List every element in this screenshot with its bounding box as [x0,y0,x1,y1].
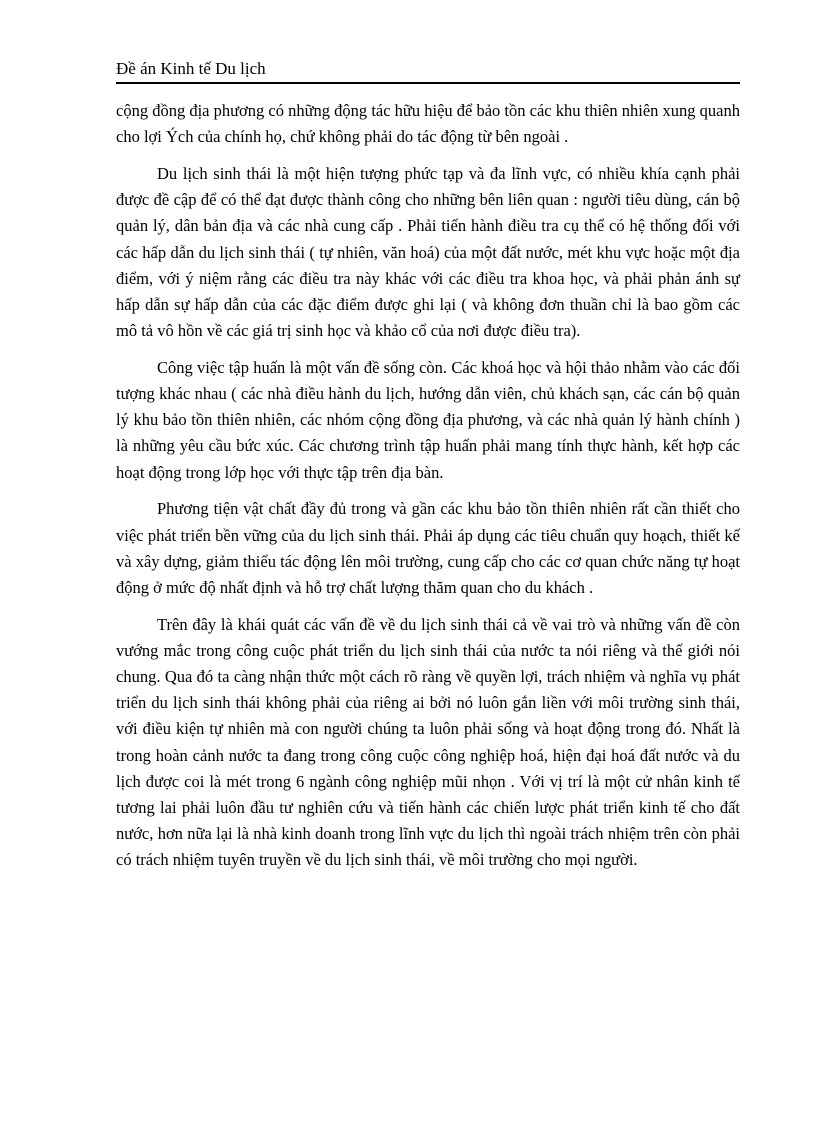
paragraph-continuation: cộng đồng địa phương có những động tác hữu hiệu để bảo tồn các khu thiên nhiên xung quanh cho lợi Ých của chính họ, chứ không phải do tác động từ bên ngoài . [116,101,740,147]
paragraph-training: Công việc tập huấn là một vấn đề sống còn. Các khoá học và hội thảo nhằm vào các đối tượng khác nhau ( các nhà điều hành du lịch, hướng dẫn viên, chủ khách sạn, các cán bộ quản lý khu bảo tồn thiên nhiên, các nhóm cộng đồng địa phương, và các nhà quản lý hành chính ) là những yêu cầu bức xúc. Các chương trình tập huấn phải mang tính thực hành, kết hợp các hoạt động trong lớp học với thực tập trên địa bàn. [116,357,740,482]
document-body [116,98,740,884]
paragraph-facilities: Phương tiện vật chất đầy đủ trong và gần các khu bảo tồn thiên nhiên rất cần thiết cho việc phát triển bền vững của du lịch sinh thái. Phải áp dụng các tiêu chuẩn quy hoạch, thiết kế và xây dựng, giảm thiểu tác động lên môi trường, cung cấp cho các cơ quan chức năng tự hoạt động ở mức độ nhất định và hỗ trợ chất lượng thăm quan cho du khách . [116,499,740,597]
header-title: Đề án Kinh tế Du lịch [116,59,266,78]
page-header [116,54,740,84]
paragraph-ecotourism-complexity: Du lịch sinh thái là một hiện tượng phức tạp và đa lĩnh vực, có nhiều khía cạnh phải được đề cập để có thể đạt được thành công cho những bên liên quan : người tiêu dùng, cán bộ quản lý, dân bản địa và các nhà cung cấp . Phải tiến hành điều tra cụ thể có hệ thống đối với các hấp dẫn du lịch sinh thái ( tự nhiên, văn hoá) của một đất nước, mét khu vực hoặc một địa điểm, với ý niệm rằng các điều tra này khác với các điều tra khoa học, và phải phản ánh sự hấp dẫn sự hấp dẫn của các đặc điểm được ghi lại ( và không đơn thuần chỉ là bao gồm các mô tả vô hồn về các giá trị sinh học và khảo cổ của nơi được điều tra). [116,163,740,341]
paragraph-conclusion: Trên đây là khái quát các vấn đề về du lịch sinh thái cả về vai trò và những vấn đề còn vướng mắc trong công cuộc phát triển du lịch sinh thái của nước ta nói riêng và thế giới nói chung. Qua đó ta càng nhận thức một cách rõ ràng về quyền lợi, trách nhiệm và nghĩa vụ phát triển du lịch sinh thái không phải của riêng ai bởi nó luôn gắn liền với môi trường sinh thái, với điều kiện tự nhiên mà con người chúng ta luôn phải sống và hoạt động trong đó. Nhất là trong hoàn cảnh nước ta đang trong công cuộc công nghiệp hoá, hiện đại hoá đất nước và du lịch được coi là mét trong 6 ngành công nghiệp mũi nhọn . Với vị trí là một cử nhân kinh tế tương lai phải luôn đầu tư nghiên cứu và tiến hành các chiến lược phát triển kinh tế cho đất nước, hơn nữa lại là nhà kinh doanh trong lĩnh vực du lịch thì ngoài trách nhiệm trên còn phải có trách nhiệm tuyên truyền về du lịch sinh thái, về môi trường cho mọi người. [116,614,740,870]
